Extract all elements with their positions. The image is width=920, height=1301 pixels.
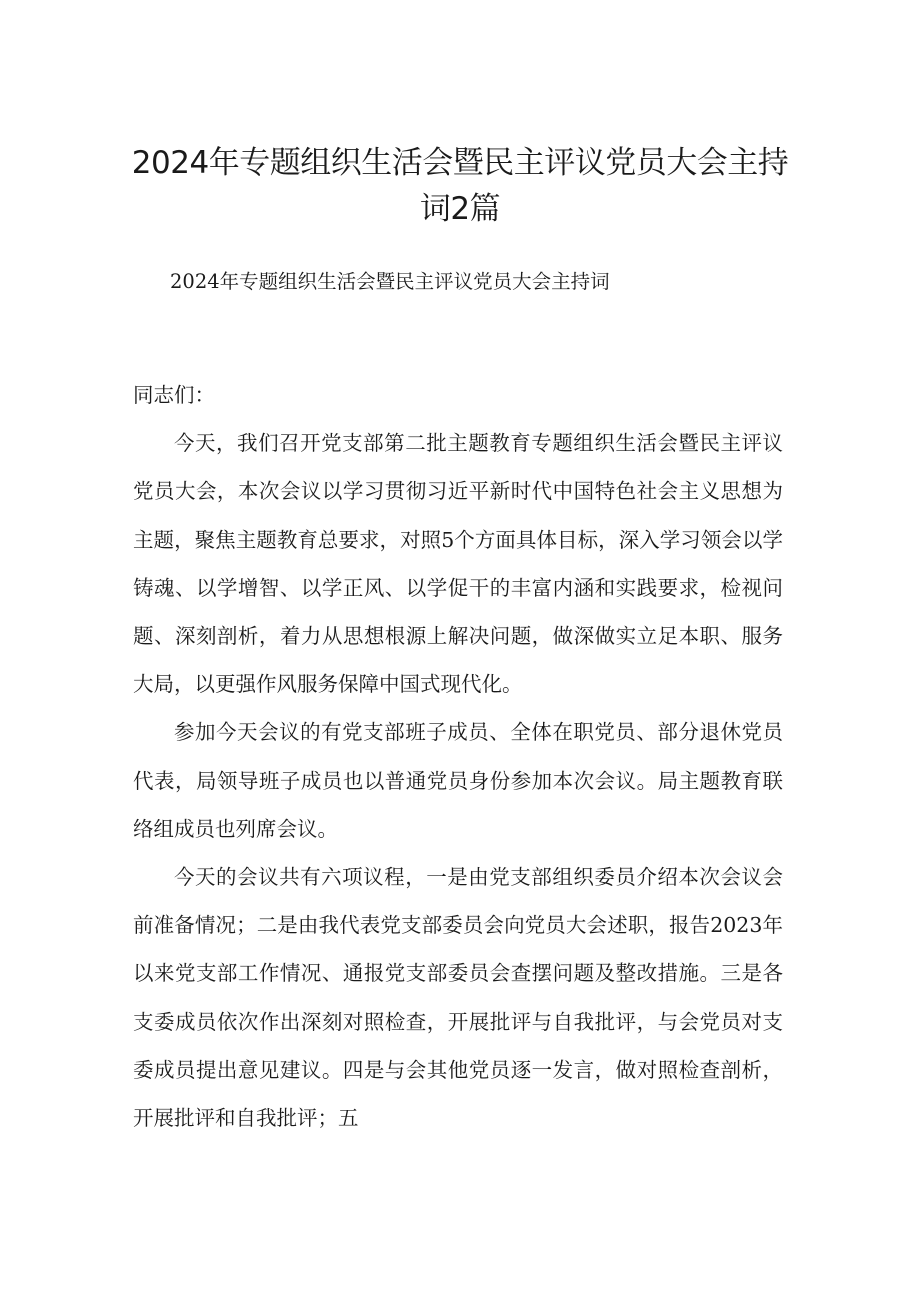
document-body [133, 371, 783, 1142]
paragraph-attendees: 参加今天会议的有党支部班子成员、全体在职党员、部分退休党员代表，局领导班子成员也以普通党员身份参加本次会议。局主题教育联络组成员也列席会议。 [133, 720, 783, 841]
document-subtitle: 2024年专题组织生活会暨民主评议党员大会主持词 [170, 270, 610, 293]
paragraph-opening: 今天，我们召开党支部第二批主题教育专题组织生活会暨民主评议党员大会，本次会议以学习贯彻习近平新时代中国特色社会主义思想为主题，聚焦主题教育总要求，对照5个方面具体目标，深入学习领会以学铸魂、以学增智、以学正风、以学促干的丰富内涵和实践要求，检视问题、深刻剖析，着力从思想根源上解决问题，做深做实立足本职、服务大局，以更强作风服务保障中国式现代化。 [133, 431, 783, 697]
paragraph-agenda: 今天的会议共有六项议程，一是由党支部组织委员介绍本次会议会前准备情况；二是由我代表党支部委员会向党员大会述职，报告2023年以来党支部工作情况、通报党支部委员会查摆问题及整改措施。三是各支委成员依次作出深刻对照检查，开展批评与自我批评，与会党员对支委成员提出意见建议。四是与会其他党员逐一发言，做对照检查剖析，开展批评和自我批评；五 [133, 865, 783, 1131]
salutation: 同志们： [133, 383, 215, 407]
document-title: 2024年专题组织生活会暨民主评议党员大会主持词2篇 [131, 145, 789, 227]
